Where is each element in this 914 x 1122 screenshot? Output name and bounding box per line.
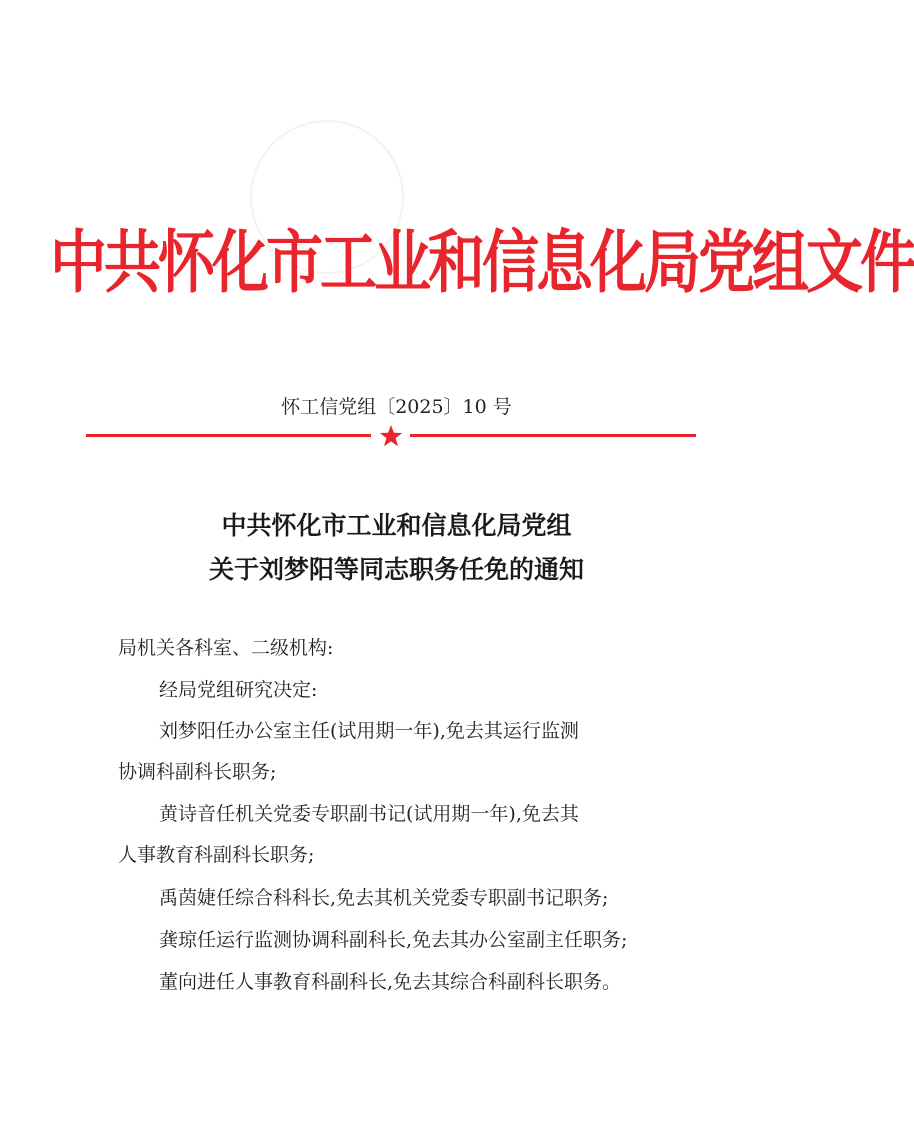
appointment-1-line-2: 协调科副科长职务; (118, 761, 277, 783)
appointment-3: 禹茵婕任综合科科长,免去其机关党委专职副书记职务; (159, 887, 609, 909)
star-icon (379, 424, 403, 448)
divider-line-right (410, 434, 696, 437)
appointment-2-line-2: 人事教育科副科长职务; (118, 844, 315, 866)
appointment-1-line-1: 刘梦阳任办公室主任(试用期一年),免去其运行监测 (159, 720, 579, 742)
appointment-5: 董向进任人事教育科副科长,免去其综合科副科长职务。 (159, 971, 622, 993)
red-masthead: 中共怀化市工业和信息化局党组文件 (50, 223, 914, 303)
notice-title-line-1: 中共怀化市工业和信息化局党组 (221, 511, 572, 540)
red-divider (86, 424, 696, 448)
decision-intro: 经局党组研究决定: (159, 679, 318, 701)
appointment-2-line-1: 黄诗音任机关党委专职副书记(试用期一年),免去其 (159, 803, 579, 825)
salutation: 局机关各科室、二级机构: (118, 637, 334, 659)
appointment-4: 龚琼任运行监测协调科副科长,免去其办公室副主任职务; (159, 929, 628, 951)
notice-title-line-2: 关于刘梦阳等同志职务任免的通知 (208, 555, 584, 584)
divider-line-left (86, 434, 371, 437)
document-number: 怀工信党组〔2025〕10 号 (281, 396, 512, 418)
